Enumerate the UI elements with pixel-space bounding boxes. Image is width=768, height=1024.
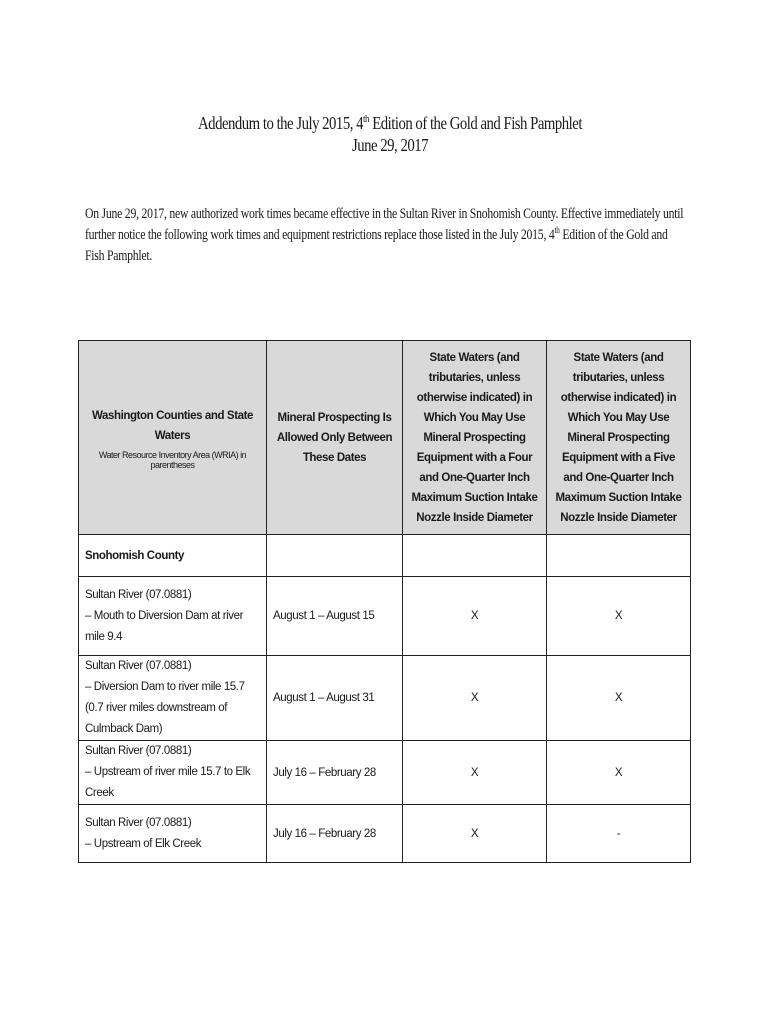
county-empty-cell <box>547 535 691 577</box>
river-name: Sultan River (07.0881) <box>85 588 192 601</box>
header-counties <box>79 341 267 535</box>
river-cell <box>79 577 267 656</box>
four-quarter-mark: X <box>403 741 547 805</box>
intro-text-part2: Edition of the Gold and Fish Pamphlet. <box>85 227 668 264</box>
title-line <box>70 112 710 134</box>
header-dates-label: Mineral Prospecting Is Allowed Only Between These Dates <box>276 411 393 464</box>
four-quarter-mark: X <box>403 805 547 863</box>
table-row <box>79 577 691 656</box>
intro-superscript: th <box>554 225 560 236</box>
header-five-quarter-inch <box>547 341 691 535</box>
five-quarter-mark: - <box>547 805 691 863</box>
river-cell <box>79 741 267 805</box>
title-superscript: th <box>362 113 370 125</box>
header-five-quarter-label: State Waters (and tributaries, unless otherwise indicated) in Which You May Use Mineral Prospecting Equipment with a Five and One-Quarter Inch Maximum Suction Intake Nozzle Inside Diameter <box>555 351 682 524</box>
dates-cell: August 1 – August 15 <box>267 577 403 656</box>
header-counties-sublabel: Water Resource Inventory Area (WRIA) in parentheses <box>98 449 247 470</box>
river-name: Sultan River (07.0881) <box>85 660 192 672</box>
header-dates <box>267 341 403 535</box>
header-counties-label: Washington Counties and State Waters <box>91 409 254 442</box>
table-header-row <box>79 341 691 535</box>
river-reach: – Diversion Dam to river mile 15.7 (0.7 river miles downstream of Culmback Dam) <box>85 681 245 735</box>
dates-cell: July 16 – February 28 <box>267 741 403 805</box>
table-row <box>79 741 691 805</box>
restrictions-table <box>78 340 691 863</box>
river-reach: – Upstream of river mile 15.7 to Elk Creek <box>85 766 251 799</box>
intro-text-part1: On June 29, 2017, new authorized work times became effective in the Sultan River in Snohomish County. Effective immediately until further notice the following work times and equipment restrictions replace those listed in the July 2015, 4 <box>85 206 684 243</box>
intro-paragraph <box>85 204 684 267</box>
document-title <box>70 112 710 156</box>
table-row <box>79 805 691 863</box>
county-name: Snohomish County <box>79 535 267 577</box>
header-four-quarter-inch <box>403 341 547 535</box>
four-quarter-mark: X <box>403 656 547 741</box>
header-four-quarter-label: State Waters (and tributaries, unless otherwise indicated) in Which You May Use Mineral Prospecting Equipment with a Four and One-Quarter Inch Maximum Suction Intake Nozzle Inside Diameter <box>411 351 538 524</box>
river-cell <box>79 805 267 863</box>
county-empty-cell <box>267 535 403 577</box>
title-text-part1: Addendum to the July 2015, 4 <box>198 113 363 133</box>
river-reach: – Upstream of Elk Creek <box>85 837 202 850</box>
river-name: Sultan River (07.0881) <box>85 745 192 757</box>
four-quarter-mark: X <box>403 577 547 656</box>
five-quarter-mark: X <box>547 656 691 741</box>
five-quarter-mark: X <box>547 741 691 805</box>
county-row <box>79 535 691 577</box>
river-reach: – Mouth to Diversion Dam at river mile 9.4 <box>85 609 244 643</box>
table-row <box>79 656 691 741</box>
title-text-part2: Edition of the Gold and Fish Pamphlet <box>369 113 582 133</box>
river-name: Sultan River (07.0881) <box>85 816 192 829</box>
dates-cell: August 1 – August 31 <box>267 656 403 741</box>
river-cell <box>79 656 267 741</box>
dates-cell: July 16 – February 28 <box>267 805 403 863</box>
five-quarter-mark: X <box>547 577 691 656</box>
county-empty-cell <box>403 535 547 577</box>
title-date: June 29, 2017 <box>351 135 429 155</box>
